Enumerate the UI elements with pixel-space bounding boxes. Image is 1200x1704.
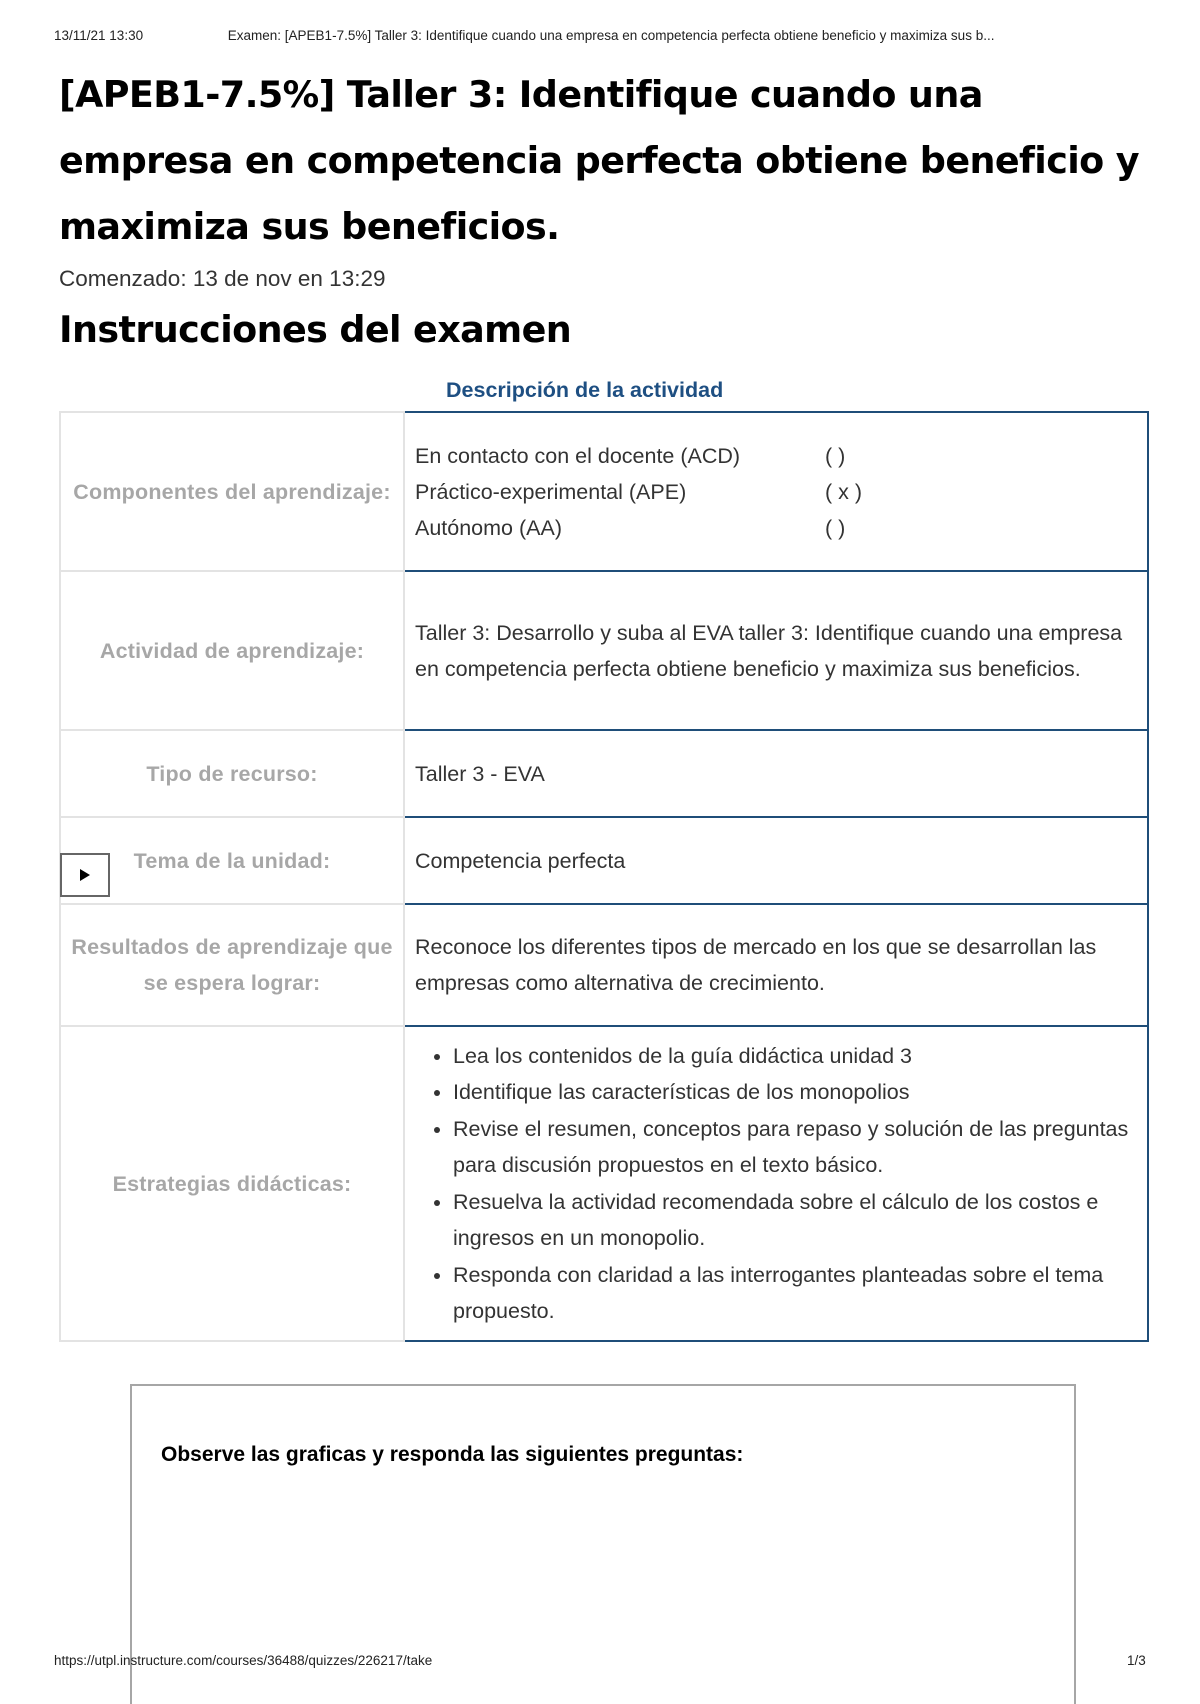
table-row-expected-results (60, 904, 1148, 1026)
component-option-name: En contacto con el docente (ACD) (415, 443, 741, 468)
started-timestamp: Comenzado: 13 de nov en 13:29 (59, 266, 386, 291)
component-option-name: Práctico-experimental (APE) (415, 479, 687, 504)
table-row-strategies (60, 1026, 1148, 1341)
unit-topic-label: Tema de la unidad: (60, 817, 404, 904)
play-icon (78, 867, 92, 883)
expected-results-value: Reconoce los diferentes tipos de mercado en los que se desarrollan las empresas como alternativa de crecimiento. (404, 904, 1148, 1026)
resource-type-value: Taller 3 - EVA (404, 730, 1148, 817)
component-option (415, 438, 1137, 474)
activity-heading: Descripción de la actividad (446, 378, 724, 402)
list-item: • Identifique las características de los monopolios (453, 1074, 1137, 1111)
question-prompt: Observe las graficas y responda las siguientes preguntas: (161, 1443, 744, 1466)
table-row-resource-type (60, 730, 1148, 817)
activity-description-table (59, 411, 1149, 1342)
list-item: • Responda con claridad a las interrogantes planteadas sobre el tema propuesto. (453, 1257, 1137, 1330)
resource-type-label: Tipo de recurso: (60, 730, 404, 817)
component-option-mark: ( ) (825, 443, 846, 468)
learning-activity-value: Taller 3: Desarrollo y suba al EVA taller 3: Identifique cuando una empresa en competencia perfecta obtiene beneficio y maximiza sus beneficios. (404, 571, 1148, 730)
table-row-learning-activity (60, 571, 1148, 730)
learning-activity-label: Actividad de aprendizaje: (60, 571, 404, 730)
print-datetime: 13/11/21 13:30 (54, 28, 144, 43)
components-label: Componentes del aprendizaje: (60, 412, 404, 571)
unit-topic-value: Competencia perfecta (404, 817, 1148, 904)
component-option-name: Autónomo (AA) (415, 515, 562, 540)
page-title: [APEB1-7.5%] Taller 3: Identifique cuando una empresa en competencia perfecta obtiene beneficio y maximiza sus beneficios. (59, 73, 1139, 248)
component-option-mark: ( x ) (825, 479, 863, 504)
list-item: • Revise el resumen, conceptos para repaso y solución de las preguntas para discusión propuestos en el texto básico. (453, 1111, 1137, 1184)
print-document-title: Examen: [APEB1-7.5%] Taller 3: Identifique cuando una empresa en competencia perfecta obtiene beneficio y maximiza sus b... (227, 28, 995, 43)
strategies-list (415, 1038, 1137, 1330)
footer-url: https://utpl.instructure.com/courses/36488/quizzes/226217/take (54, 1653, 433, 1668)
table-row-components (60, 412, 1148, 571)
list-item: • Resuelva la actividad recomendada sobre el cálculo de los costos e ingresos en un monopolio. (453, 1184, 1137, 1257)
strategies-label: Estrategias didácticas: (60, 1026, 404, 1341)
component-option-mark: ( ) (825, 515, 846, 540)
play-button[interactable] (60, 853, 110, 897)
footer-page-number: 1/3 (1127, 1653, 1146, 1668)
list-item: • Lea los contenidos de la guía didáctica unidad 3 (453, 1038, 1137, 1075)
component-option (415, 510, 1137, 546)
instructions-title: Instrucciones del examen (59, 308, 572, 351)
table-row-unit-topic (60, 817, 1148, 904)
strategies-value (404, 1026, 1148, 1341)
expected-results-label: Resultados de aprendizaje que se espera lograr: (60, 904, 404, 1026)
component-option (415, 474, 1137, 510)
components-value (404, 412, 1148, 571)
print-header (54, 28, 1152, 43)
